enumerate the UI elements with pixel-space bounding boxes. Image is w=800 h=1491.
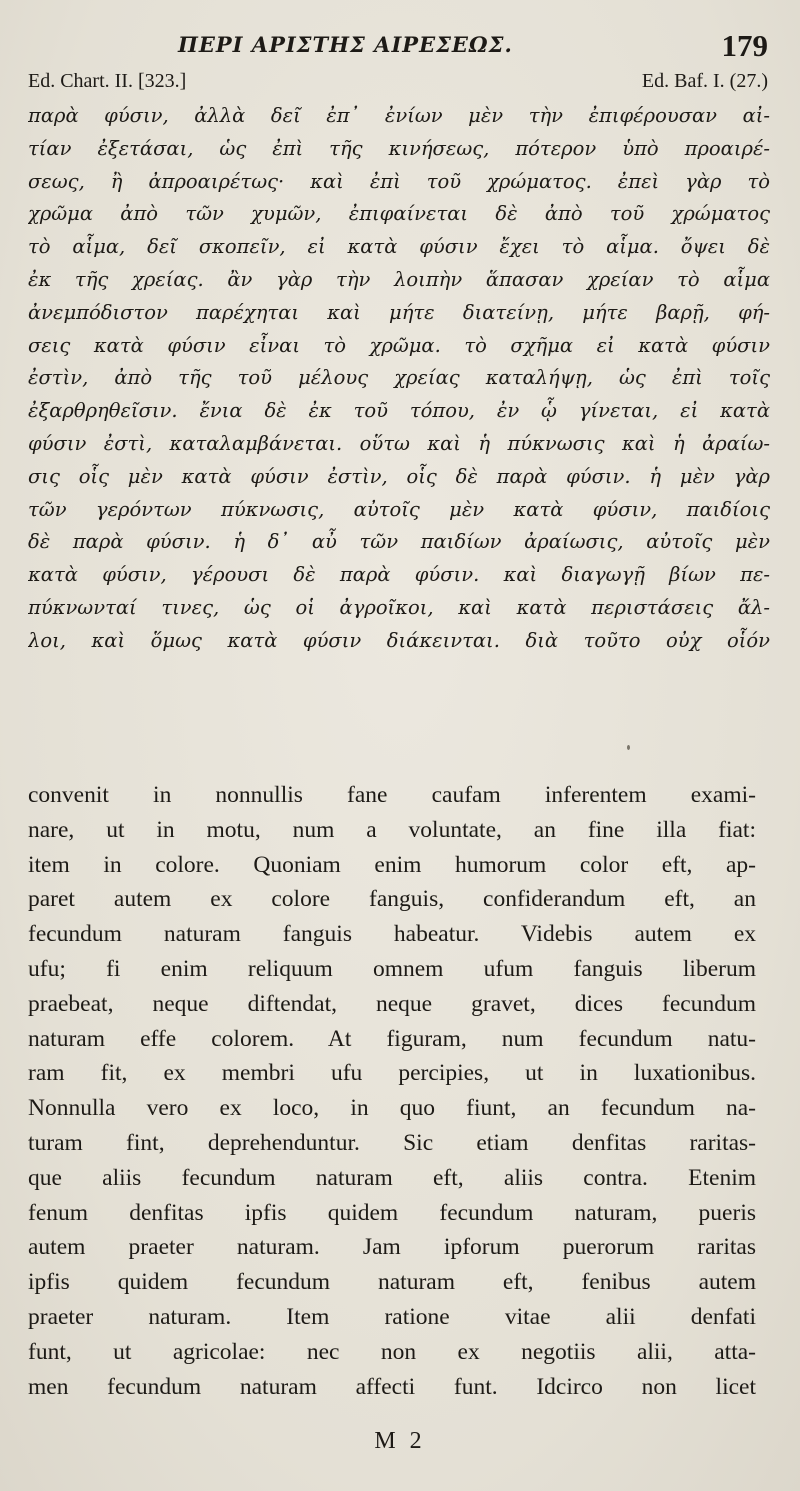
- latin-text-column: [28, 778, 756, 1404]
- greek-text-line: σις οἷς μὲν κατὰ φύσιν ἐστὶν, οἷς δὲ παρὰ φύσιν. ἡ μὲν γὰρ: [28, 464, 770, 488]
- latin-text-line: turam fint, deprehenduntur. Sic etiam denfitas raritas-: [28, 1129, 756, 1156]
- latin-text-line: autem praeter naturam. Jam ipforum puerorum raritas: [28, 1234, 756, 1261]
- latin-text-line: fecundum naturam fanguis habeatur. Videbis autem ex: [28, 921, 756, 948]
- latin-text-line: item in colore. Quoniam enim humorum color eft, ap-: [28, 851, 756, 878]
- print-speck: [627, 745, 630, 750]
- latin-text-line: ram fit, ex membri ufu percipies, ut in luxationibus.: [28, 1060, 756, 1087]
- latin-text-line: ipfis quidem fecundum naturam eft, fenibus autem: [28, 1269, 756, 1296]
- greek-text-line: σεις κατὰ φύσιν εἶναι τὸ χρῶμα. τὸ σχῆμα εἰ κατὰ φύσιν: [28, 333, 770, 357]
- greek-text-line: ἐστὶν, ἀπὸ τῆς τοῦ μέλους χρείας καταλήψῃ, ὡς ἐπὶ τοῖς: [28, 366, 770, 390]
- page-number: 179: [721, 28, 768, 63]
- latin-text-line: paret autem ex colore fanguis, confiderandum eft, an: [28, 886, 756, 913]
- latin-text-line: convenit in nonnullis fane caufam inferentem exami-: [28, 782, 756, 808]
- greek-text-line: δὲ παρὰ φύσιν. ἡ δ᾽ αὖ τῶν παιδίων ἀραίωσις, αὐτοῖς μὲν: [28, 530, 770, 554]
- greek-text-line: σεως, ἢ ἀπροαιρέτως· καὶ ἐπὶ τοῦ χρώματος. ἐπεὶ γὰρ τὸ: [28, 169, 770, 193]
- signature-mark: M 2: [374, 1428, 426, 1454]
- greek-text-line: παρὰ φύσιν, ἀλλὰ δεῖ ἐπ᾽ ἐνίων μὲν τὴν ἐπιφέρουσαν αἰ-: [28, 104, 770, 127]
- running-title: ΠΕΡΙ ΑΡΙΣΤΗΣ ΑΙΡΕΣΕΩΣ.: [178, 32, 513, 57]
- greek-text-line: ἐξαρθρηθεῖσιν. ἔνια δὲ ἐκ τοῦ τόπου, ἐν ᾧ γίνεται, εἰ κατὰ: [28, 399, 770, 423]
- latin-text-line: men fecundum naturam affecti funt. Idcirco non licet: [28, 1373, 756, 1400]
- latin-text-line: nare, ut in motu, num a voluntate, an fine illa fiat:: [28, 816, 756, 843]
- latin-text-line: Nonnulla vero ex loco, in quo fiunt, an fecundum na-: [28, 1095, 756, 1122]
- greek-text-line: κατὰ φύσιν, γέρουσι δὲ παρὰ φύσιν. καὶ διαγωγῇ βίων πε-: [28, 563, 770, 587]
- greek-text-line: τὸ αἷμα, δεῖ σκοπεῖν, εἰ κατὰ φύσιν ἔχει τὸ αἷμα. ὄψει δὲ: [28, 235, 770, 259]
- greek-text-line: φύσιν ἐστὶ, καταλαμβάνεται. οὕτω καὶ ἡ πύκνωσις καὶ ἡ ἀραίω-: [28, 431, 770, 455]
- greek-text-line: ἐκ τῆς χρείας. ἂν γὰρ τὴν λοιπὴν ἅπασαν χρείαν τὸ αἷμα: [28, 267, 770, 291]
- greek-text-line: λοι, καὶ ὅμως κατὰ φύσιν διάκεινται. διὰ τοῦτο οὐχ οἷόν: [28, 628, 770, 652]
- greek-text-column: [28, 100, 770, 658]
- running-head: [0, 28, 800, 62]
- greek-text-line: πύκνωνταί τινες, ὡς οἱ ἀγροῖκοι, καὶ κατὰ περιστάσεις ἄλ-: [28, 595, 770, 619]
- edition-reference-line: [28, 70, 768, 96]
- greek-text-line: χρῶμα ἀπὸ τῶν χυμῶν, ἐπιφαίνεται δὲ ἀπὸ τοῦ χρώματος: [28, 202, 770, 226]
- latin-text-line: que aliis fecundum naturam eft, aliis contra. Etenim: [28, 1164, 756, 1191]
- edition-basel-reference: Ed. Baf. I. (27.): [641, 70, 768, 92]
- latin-text-line: ufu; fi enim reliquum omnem ufum fanguis liberum: [28, 955, 756, 982]
- latin-text-line: praeter naturam. Item ratione vitae alii denfati: [28, 1303, 756, 1330]
- latin-text-line: praebeat, neque diftendat, neque gravet, dices fecundum: [28, 990, 756, 1017]
- latin-text-line: naturam effe colorem. At figuram, num fecundum natu-: [28, 1025, 756, 1052]
- latin-text-line: funt, ut agricolae: nec non ex negotiis alii, atta-: [28, 1338, 756, 1365]
- latin-text-line: fenum denfitas ipfis quidem fecundum naturam, pueris: [28, 1199, 756, 1226]
- greek-text-line: τῶν γερόντων πύκνωσις, αὐτοῖς μὲν κατὰ φύσιν, παιδίοις: [28, 497, 770, 521]
- greek-text-line: ἀνεμπόδιστον παρέχηται καὶ μήτε διατείνῃ, μήτε βαρῇ, φή-: [28, 300, 770, 324]
- edition-chartier-reference: Ed. Chart. II. [323.]: [28, 70, 187, 92]
- greek-text-line: τίαν ἐξετάσαι, ὡς ἐπὶ τῆς κινήσεως, πότερον ὑπὸ προαιρέ-: [28, 136, 770, 160]
